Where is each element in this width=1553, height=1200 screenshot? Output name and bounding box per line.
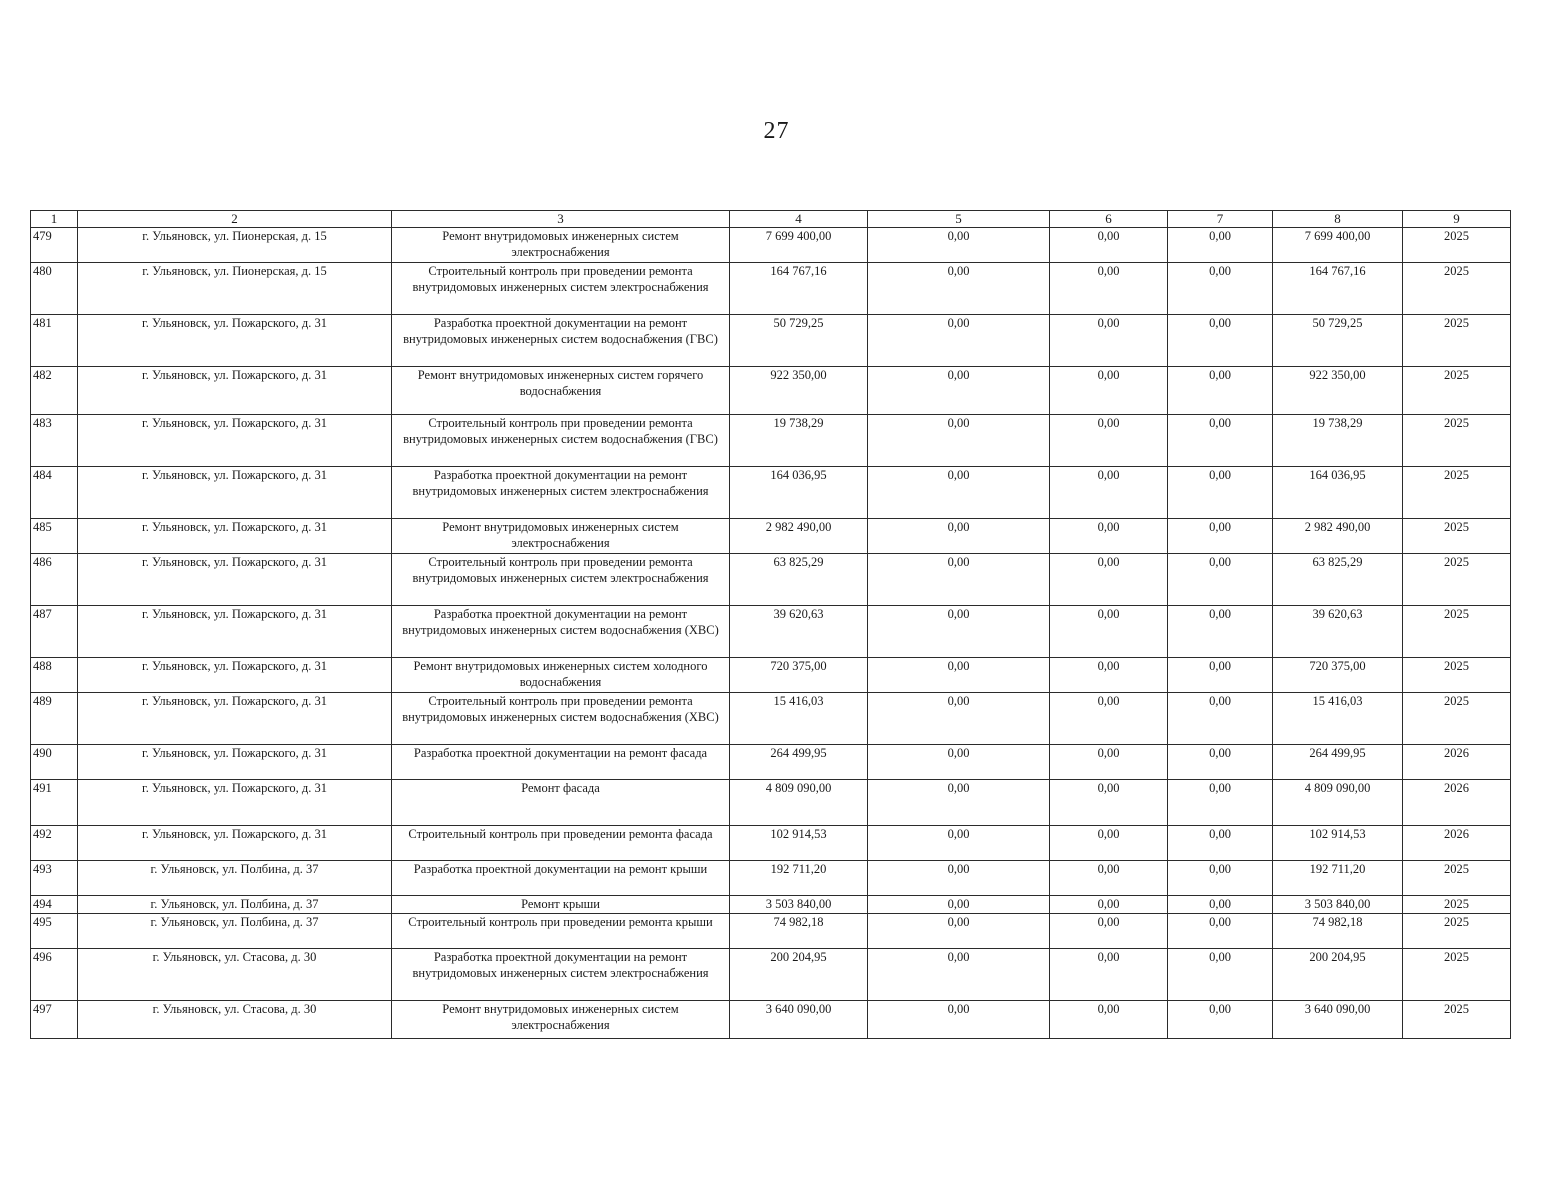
col7-value-cell: 0,00: [1168, 896, 1273, 914]
col7-value-cell: 0,00: [1168, 914, 1273, 949]
year-cell: 2026: [1403, 745, 1511, 780]
col-header-6: 6: [1050, 211, 1168, 228]
address-cell: г. Ульяновск, ул. Пионерская, д. 15: [78, 263, 392, 315]
col5-value-cell: 0,00: [868, 658, 1050, 693]
table-row: [31, 780, 1511, 826]
col-header-9: 9: [1403, 211, 1511, 228]
table-row: [31, 914, 1511, 949]
total-cost-cell: 264 499,95: [730, 745, 868, 780]
col7-value-cell: 0,00: [1168, 780, 1273, 826]
table-row: [31, 826, 1511, 861]
col5-value-cell: 0,00: [868, 367, 1050, 415]
year-cell: 2025: [1403, 415, 1511, 467]
address-cell: г. Ульяновск, ул. Пожарского, д. 31: [78, 367, 392, 415]
total-cost-cell: 192 711,20: [730, 861, 868, 896]
total-cost-cell: 19 738,29: [730, 415, 868, 467]
work-type-cell: Строительный контроль при проведении ремонта внутридомовых инженерных систем электроснабжения: [392, 263, 730, 315]
col8-value-cell: 39 620,63: [1273, 606, 1403, 658]
row-number: 490: [31, 745, 78, 780]
table-body: [31, 228, 1511, 1039]
year-cell: 2025: [1403, 914, 1511, 949]
col-header-7: 7: [1168, 211, 1273, 228]
col6-value-cell: 0,00: [1050, 896, 1168, 914]
address-cell: г. Ульяновск, ул. Пожарского, д. 31: [78, 745, 392, 780]
col8-value-cell: 2 982 490,00: [1273, 519, 1403, 554]
total-cost-cell: 50 729,25: [730, 315, 868, 367]
year-cell: 2025: [1403, 861, 1511, 896]
work-type-cell: Разработка проектной документации на ремонт внутридомовых инженерных систем водоснабжения (ГВС): [392, 315, 730, 367]
year-cell: 2025: [1403, 315, 1511, 367]
table-row: [31, 658, 1511, 693]
col7-value-cell: 0,00: [1168, 554, 1273, 606]
work-type-cell: Ремонт крыши: [392, 896, 730, 914]
col8-value-cell: 50 729,25: [1273, 315, 1403, 367]
work-type-cell: Строительный контроль при проведении ремонта внутридомовых инженерных систем водоснабжения (ХВС): [392, 693, 730, 745]
year-cell: 2025: [1403, 554, 1511, 606]
total-cost-cell: 922 350,00: [730, 367, 868, 415]
table-row: [31, 693, 1511, 745]
col5-value-cell: 0,00: [868, 861, 1050, 896]
col-header-3: 3: [392, 211, 730, 228]
total-cost-cell: 15 416,03: [730, 693, 868, 745]
col5-value-cell: 0,00: [868, 519, 1050, 554]
address-cell: г. Ульяновск, ул. Пожарского, д. 31: [78, 554, 392, 606]
address-cell: г. Ульяновск, ул. Полбина, д. 37: [78, 914, 392, 949]
col-header-2: 2: [78, 211, 392, 228]
address-cell: г. Ульяновск, ул. Пожарского, д. 31: [78, 415, 392, 467]
year-cell: 2025: [1403, 519, 1511, 554]
col8-value-cell: 4 809 090,00: [1273, 780, 1403, 826]
col8-value-cell: 15 416,03: [1273, 693, 1403, 745]
total-cost-cell: 2 982 490,00: [730, 519, 868, 554]
col6-value-cell: 0,00: [1050, 554, 1168, 606]
address-cell: г. Ульяновск, ул. Пожарского, д. 31: [78, 693, 392, 745]
work-type-cell: Разработка проектной документации на ремонт внутридомовых инженерных систем электроснабжения: [392, 467, 730, 519]
col7-value-cell: 0,00: [1168, 826, 1273, 861]
row-number: 497: [31, 1001, 78, 1039]
work-type-cell: Строительный контроль при проведении ремонта крыши: [392, 914, 730, 949]
col7-value-cell: 0,00: [1168, 1001, 1273, 1039]
col5-value-cell: 0,00: [868, 780, 1050, 826]
col5-value-cell: 0,00: [868, 554, 1050, 606]
table-row: [31, 861, 1511, 896]
col5-value-cell: 0,00: [868, 606, 1050, 658]
row-number: 489: [31, 693, 78, 745]
work-type-cell: Ремонт внутридомовых инженерных систем электроснабжения: [392, 228, 730, 263]
year-cell: 2025: [1403, 896, 1511, 914]
work-type-cell: Строительный контроль при проведении ремонта фасада: [392, 826, 730, 861]
col8-value-cell: 200 204,95: [1273, 949, 1403, 1001]
address-cell: г. Ульяновск, ул. Пионерская, д. 15: [78, 228, 392, 263]
col5-value-cell: 0,00: [868, 745, 1050, 780]
col7-value-cell: 0,00: [1168, 693, 1273, 745]
col7-value-cell: 0,00: [1168, 415, 1273, 467]
year-cell: 2025: [1403, 658, 1511, 693]
col5-value-cell: 0,00: [868, 896, 1050, 914]
col5-value-cell: 0,00: [868, 693, 1050, 745]
col8-value-cell: 3 640 090,00: [1273, 1001, 1403, 1039]
work-type-cell: Разработка проектной документации на ремонт крыши: [392, 861, 730, 896]
address-cell: г. Ульяновск, ул. Пожарского, д. 31: [78, 519, 392, 554]
col8-value-cell: 264 499,95: [1273, 745, 1403, 780]
col6-value-cell: 0,00: [1050, 658, 1168, 693]
col8-value-cell: 63 825,29: [1273, 554, 1403, 606]
row-number: 488: [31, 658, 78, 693]
col8-value-cell: 720 375,00: [1273, 658, 1403, 693]
col8-value-cell: 192 711,20: [1273, 861, 1403, 896]
total-cost-cell: 3 503 840,00: [730, 896, 868, 914]
col7-value-cell: 0,00: [1168, 467, 1273, 519]
col6-value-cell: 0,00: [1050, 415, 1168, 467]
row-number: 486: [31, 554, 78, 606]
table-row: [31, 263, 1511, 315]
work-type-cell: Разработка проектной документации на ремонт внутридомовых инженерных систем водоснабжения (ХВС): [392, 606, 730, 658]
col7-value-cell: 0,00: [1168, 861, 1273, 896]
row-number: 487: [31, 606, 78, 658]
table-row: [31, 896, 1511, 914]
total-cost-cell: 39 620,63: [730, 606, 868, 658]
address-cell: г. Ульяновск, ул. Пожарского, д. 31: [78, 606, 392, 658]
total-cost-cell: 102 914,53: [730, 826, 868, 861]
col7-value-cell: 0,00: [1168, 519, 1273, 554]
col8-value-cell: 164 767,16: [1273, 263, 1403, 315]
year-cell: 2025: [1403, 949, 1511, 1001]
col8-value-cell: 7 699 400,00: [1273, 228, 1403, 263]
table-row: [31, 606, 1511, 658]
col6-value-cell: 0,00: [1050, 693, 1168, 745]
year-cell: 2025: [1403, 228, 1511, 263]
work-type-cell: Разработка проектной документации на ремонт фасада: [392, 745, 730, 780]
work-type-cell: Разработка проектной документации на ремонт внутридомовых инженерных систем электроснабжения: [392, 949, 730, 1001]
col6-value-cell: 0,00: [1050, 367, 1168, 415]
col6-value-cell: 0,00: [1050, 315, 1168, 367]
row-number: 479: [31, 228, 78, 263]
col6-value-cell: 0,00: [1050, 467, 1168, 519]
row-number: 496: [31, 949, 78, 1001]
address-cell: г. Ульяновск, ул. Пожарского, д. 31: [78, 658, 392, 693]
year-cell: 2026: [1403, 780, 1511, 826]
row-number: 481: [31, 315, 78, 367]
col5-value-cell: 0,00: [868, 914, 1050, 949]
address-cell: г. Ульяновск, ул. Пожарского, д. 31: [78, 780, 392, 826]
table-row: [31, 745, 1511, 780]
col5-value-cell: 0,00: [868, 415, 1050, 467]
year-cell: 2025: [1403, 606, 1511, 658]
col6-value-cell: 0,00: [1050, 228, 1168, 263]
table-row: [31, 554, 1511, 606]
col6-value-cell: 0,00: [1050, 861, 1168, 896]
total-cost-cell: 7 699 400,00: [730, 228, 868, 263]
year-cell: 2025: [1403, 1001, 1511, 1039]
col7-value-cell: 0,00: [1168, 658, 1273, 693]
table-row: [31, 949, 1511, 1001]
work-type-cell: Ремонт фасада: [392, 780, 730, 826]
col5-value-cell: 0,00: [868, 263, 1050, 315]
col7-value-cell: 0,00: [1168, 228, 1273, 263]
col5-value-cell: 0,00: [868, 826, 1050, 861]
work-type-cell: Ремонт внутридомовых инженерных систем электроснабжения: [392, 1001, 730, 1039]
col-header-4: 4: [730, 211, 868, 228]
col6-value-cell: 0,00: [1050, 519, 1168, 554]
address-cell: г. Ульяновск, ул. Стасова, д. 30: [78, 949, 392, 1001]
row-number: 482: [31, 367, 78, 415]
col7-value-cell: 0,00: [1168, 315, 1273, 367]
col8-value-cell: 3 503 840,00: [1273, 896, 1403, 914]
row-number: 484: [31, 467, 78, 519]
column-number-row: [31, 211, 1511, 228]
col7-value-cell: 0,00: [1168, 949, 1273, 1001]
table-row: [31, 1001, 1511, 1039]
total-cost-cell: 164 767,16: [730, 263, 868, 315]
col-header-5: 5: [868, 211, 1050, 228]
row-number: 483: [31, 415, 78, 467]
row-number: 480: [31, 263, 78, 315]
row-number: 493: [31, 861, 78, 896]
total-cost-cell: 4 809 090,00: [730, 780, 868, 826]
col7-value-cell: 0,00: [1168, 263, 1273, 315]
row-number: 491: [31, 780, 78, 826]
col-header-8: 8: [1273, 211, 1403, 228]
table-row: [31, 415, 1511, 467]
address-cell: г. Ульяновск, ул. Полбина, д. 37: [78, 896, 392, 914]
col7-value-cell: 0,00: [1168, 745, 1273, 780]
page-number: 27: [763, 118, 790, 144]
col5-value-cell: 0,00: [868, 1001, 1050, 1039]
col5-value-cell: 0,00: [868, 228, 1050, 263]
col7-value-cell: 0,00: [1168, 367, 1273, 415]
table-header: [31, 211, 1511, 228]
address-cell: г. Ульяновск, ул. Полбина, д. 37: [78, 861, 392, 896]
row-number: 485: [31, 519, 78, 554]
col-header-1: 1: [31, 211, 78, 228]
year-cell: 2025: [1403, 693, 1511, 745]
total-cost-cell: 720 375,00: [730, 658, 868, 693]
total-cost-cell: 164 036,95: [730, 467, 868, 519]
table-row: [31, 315, 1511, 367]
address-cell: г. Ульяновск, ул. Пожарского, д. 31: [78, 467, 392, 519]
col5-value-cell: 0,00: [868, 949, 1050, 1001]
col7-value-cell: 0,00: [1168, 606, 1273, 658]
table-row: [31, 367, 1511, 415]
total-cost-cell: 63 825,29: [730, 554, 868, 606]
col6-value-cell: 0,00: [1050, 780, 1168, 826]
row-number: 494: [31, 896, 78, 914]
year-cell: 2025: [1403, 467, 1511, 519]
col8-value-cell: 19 738,29: [1273, 415, 1403, 467]
total-cost-cell: 200 204,95: [730, 949, 868, 1001]
table-row: [31, 467, 1511, 519]
year-cell: 2025: [1403, 367, 1511, 415]
works-register-table: [30, 210, 1511, 1039]
col8-value-cell: 74 982,18: [1273, 914, 1403, 949]
year-cell: 2025: [1403, 263, 1511, 315]
col6-value-cell: 0,00: [1050, 745, 1168, 780]
work-type-cell: Ремонт внутридомовых инженерных систем электроснабжения: [392, 519, 730, 554]
col6-value-cell: 0,00: [1050, 606, 1168, 658]
col8-value-cell: 102 914,53: [1273, 826, 1403, 861]
year-cell: 2026: [1403, 826, 1511, 861]
col8-value-cell: 164 036,95: [1273, 467, 1403, 519]
table-row: [31, 519, 1511, 554]
col5-value-cell: 0,00: [868, 315, 1050, 367]
col6-value-cell: 0,00: [1050, 263, 1168, 315]
col6-value-cell: 0,00: [1050, 914, 1168, 949]
row-number: 495: [31, 914, 78, 949]
row-number: 492: [31, 826, 78, 861]
table-row: [31, 228, 1511, 263]
total-cost-cell: 74 982,18: [730, 914, 868, 949]
work-type-cell: Строительный контроль при проведении ремонта внутридомовых инженерных систем водоснабжения (ГВС): [392, 415, 730, 467]
col8-value-cell: 922 350,00: [1273, 367, 1403, 415]
address-cell: г. Ульяновск, ул. Пожарского, д. 31: [78, 315, 392, 367]
address-cell: г. Ульяновск, ул. Пожарского, д. 31: [78, 826, 392, 861]
col6-value-cell: 0,00: [1050, 1001, 1168, 1039]
address-cell: г. Ульяновск, ул. Стасова, д. 30: [78, 1001, 392, 1039]
work-type-cell: Ремонт внутридомовых инженерных систем холодного водоснабжения: [392, 658, 730, 693]
work-type-cell: Строительный контроль при проведении ремонта внутридомовых инженерных систем электроснабжения: [392, 554, 730, 606]
col6-value-cell: 0,00: [1050, 826, 1168, 861]
work-type-cell: Ремонт внутридомовых инженерных систем горячего водоснабжения: [392, 367, 730, 415]
col6-value-cell: 0,00: [1050, 949, 1168, 1001]
col5-value-cell: 0,00: [868, 467, 1050, 519]
total-cost-cell: 3 640 090,00: [730, 1001, 868, 1039]
